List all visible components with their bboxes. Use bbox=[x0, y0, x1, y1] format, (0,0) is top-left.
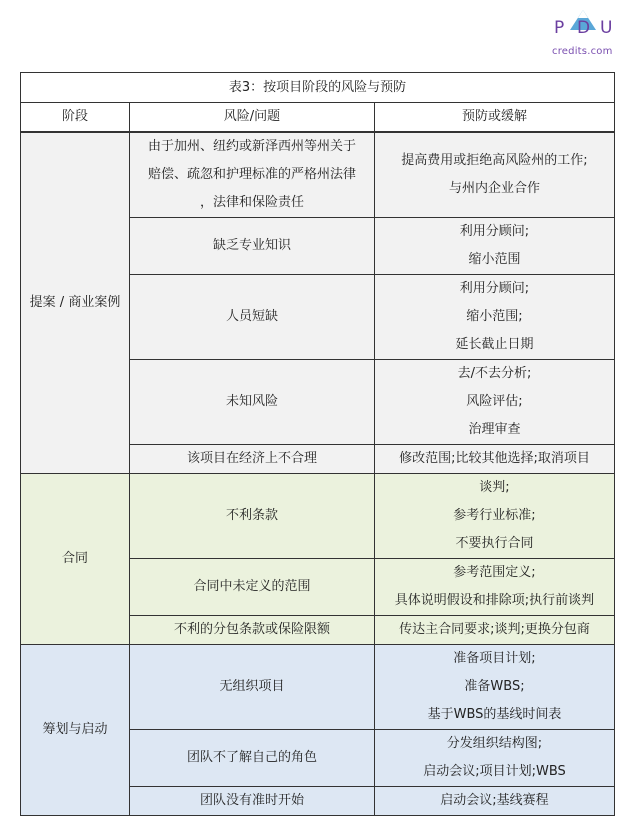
mitigation-line: 延长截止日期 bbox=[455, 337, 534, 352]
risk-cell bbox=[130, 730, 375, 787]
mitigation-line: 风险评估; bbox=[466, 394, 523, 409]
mitigation-line: 与州内企业合作 bbox=[448, 181, 540, 196]
risk-table bbox=[20, 72, 615, 816]
mitigation-line: 利用分顾问; bbox=[459, 224, 530, 239]
header-stage: 阶段 bbox=[21, 103, 130, 133]
logo-subtitle: credits.com bbox=[552, 46, 613, 57]
table-row bbox=[21, 645, 615, 730]
risk-line: 人员短缺 bbox=[225, 309, 278, 324]
risk-line: 团队没有准时开始 bbox=[199, 793, 304, 808]
risk-cell bbox=[130, 132, 375, 218]
mitigation-line: 谈判; bbox=[479, 480, 510, 495]
risk-cell bbox=[130, 360, 375, 445]
risk-line: ，法律和保险责任 bbox=[199, 195, 304, 210]
mitigation-line: 修改范围;比较其他选择;取消项目 bbox=[399, 451, 590, 466]
mitigation-line: 利用分顾问; bbox=[459, 281, 530, 296]
mitigation-line: 传达主合同要求;谈判;更换分包商 bbox=[399, 622, 590, 637]
mitigation-line: 参考行业标准; bbox=[453, 508, 536, 523]
mitigation-line: 治理审查 bbox=[468, 422, 521, 437]
risk-cell bbox=[130, 616, 375, 645]
logo-letter-d: D bbox=[577, 18, 591, 38]
mitigation-line: 提高费用或拒绝高风险州的工作; bbox=[401, 153, 588, 168]
table-row bbox=[21, 132, 615, 218]
mitigation-cell bbox=[375, 616, 615, 645]
risk-line: 缺乏专业知识 bbox=[212, 238, 291, 253]
stage-cell: 合同 bbox=[21, 474, 130, 645]
mitigation-line: 启动会议;项目计划;WBS bbox=[423, 764, 566, 779]
risk-line: 该项目在经济上不合理 bbox=[186, 451, 317, 466]
risk-cell bbox=[130, 218, 375, 275]
mitigation-cell bbox=[375, 275, 615, 360]
risk-line: 由于加州、纽约或新泽西州等州关于 bbox=[147, 139, 356, 154]
mitigation-line: 去/不去分析; bbox=[457, 366, 532, 381]
pdu-credits-logo bbox=[548, 6, 618, 58]
risk-line: 团队不了解自己的角色 bbox=[186, 750, 317, 765]
mitigation-line: 缩小范围; bbox=[466, 309, 523, 324]
table-caption-row bbox=[21, 73, 615, 103]
mitigation-cell bbox=[375, 787, 615, 816]
mitigation-line: 参考范围定义; bbox=[453, 565, 536, 580]
logo-letter-u: U bbox=[600, 18, 613, 38]
mitigation-line: 不要执行合同 bbox=[455, 536, 534, 551]
risk-line: 无组织项目 bbox=[219, 679, 285, 694]
mitigation-line: 准备WBS; bbox=[464, 679, 525, 694]
mitigation-line: 缩小范围 bbox=[468, 252, 521, 267]
risk-cell bbox=[130, 645, 375, 730]
table-caption: 表3：按项目阶段的风险与预防 bbox=[21, 73, 615, 103]
mitigation-line: 基于WBS的基线时间表 bbox=[427, 707, 562, 722]
risk-line: 赔偿、疏忽和护理标准的严格州法律 bbox=[147, 167, 356, 182]
mitigation-cell bbox=[375, 474, 615, 559]
risk-line: 不利的分包条款或保险限额 bbox=[173, 622, 330, 637]
risk-line: 合同中未定义的范围 bbox=[193, 579, 311, 594]
mitigation-line: 具体说明假设和排除项;执行前谈判 bbox=[394, 593, 595, 608]
mitigation-cell bbox=[375, 559, 615, 616]
mitigation-line: 启动会议;基线赛程 bbox=[440, 793, 549, 808]
table-header-row bbox=[21, 103, 615, 133]
header-risk: 风险/问题 bbox=[130, 103, 375, 133]
mitigation-cell bbox=[375, 730, 615, 787]
stage-cell: 筹划与启动 bbox=[21, 645, 130, 816]
mitigation-line: 分发组织结构图; bbox=[446, 736, 543, 751]
mitigation-cell bbox=[375, 445, 615, 474]
logo-letter-p: P bbox=[554, 18, 565, 38]
risk-cell bbox=[130, 275, 375, 360]
stage-cell: 提案 / 商业案例 bbox=[21, 132, 130, 474]
mitigation-line: 准备项目计划; bbox=[453, 651, 536, 666]
risk-cell bbox=[130, 787, 375, 816]
table-row bbox=[21, 474, 615, 559]
risk-cell bbox=[130, 559, 375, 616]
mitigation-cell bbox=[375, 132, 615, 218]
risk-cell bbox=[130, 445, 375, 474]
mitigation-cell bbox=[375, 218, 615, 275]
risk-cell bbox=[130, 474, 375, 559]
risk-line: 不利条款 bbox=[225, 508, 278, 523]
header-mitigation: 预防或缓解 bbox=[375, 103, 615, 133]
mitigation-cell bbox=[375, 645, 615, 730]
mitigation-cell bbox=[375, 360, 615, 445]
risk-line: 未知风险 bbox=[225, 394, 278, 409]
